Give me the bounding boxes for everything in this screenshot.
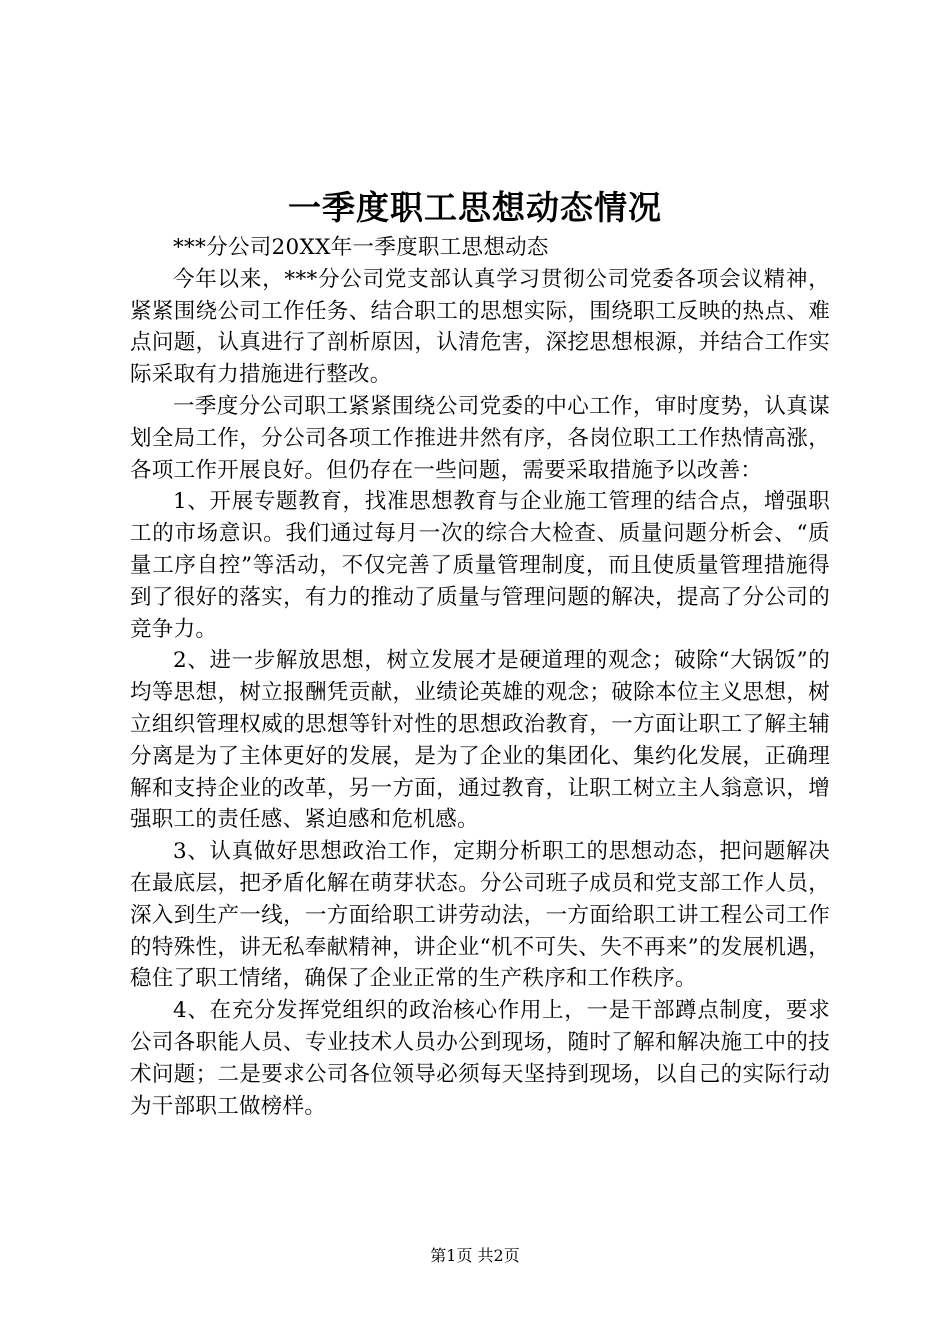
page-footer: 第1页 共2页 — [430, 1246, 520, 1265]
body-paragraph-summary: 一季度分公司职工紧紧围绕公司党委的中心工作，审时度势，认真谋划全局工作，分公司各项工作推进井然有序，各岗位职工工作热情高涨，各项工作开展良好。但仍存在一些问题，需要采取措施予以改善： — [130, 393, 830, 483]
body-paragraph-item-3: 3、认真做好思想政治工作，定期分析职工的思想动态，把问题解决在最底层，把矛盾化解在萌芽状态。分公司班子成员和党支部工作人员，深入到生产一线，一方面给职工讲劳动法，一方面给职工讲工程公司工作的特殊性，讲无私奉献精神，讲企业“机不可失、失不再来”的发展机遇，稳住了职工情绪，确保了企业正常的生产秩序和工作秩序。 — [130, 839, 830, 992]
body-paragraph-item-2: 2、进一步解放思想，树立发展才是硬道理的观念；破除“大锅饭”的均等思想，树立报酬凭贡献，业绩论英雄的观念；破除本位主义思想，树立组织管理权威的思想等针对性的思想政治教育，一方面让职工了解主辅分离是为了主体更好的发展，是为了企业的集团化、集约化发展，正确理解和支持企业的改革，另一方面，通过教育，让职工树立主人翁意识，增强职工的责任感、紧迫感和危机感。 — [130, 648, 830, 833]
body-paragraph-intro: 今年以来，***分公司党支部认真学习贯彻公司党委各项会议精神，紧紧围绕公司工作任务、结合职工的思想实际，围绕职工反映的热点、难点问题，认真进行了剖析原因，认清危害，深挖思想根源，并结合工作实际采取有力措施进行整改。 — [130, 266, 830, 388]
document-title: 一季度职工思想动态情况 — [288, 188, 662, 227]
body-paragraph-item-1: 1、开展专题教育，找准思想教育与企业施工管理的结合点，增强职工的市场意识。我们通过每月一次的综合大检查、质量问题分析会、“质量工序自控”等活动，不仅完善了质量管理制度，而且使质量管理措施得到了很好的落实，有力的推动了质量与管理问题的解决，提高了分公司的竞争力。 — [130, 489, 830, 642]
body-paragraph-item-4: 4、在充分发挥党组织的政治核心作用上，一是干部蹲点制度，要求公司各职能人员、专业技术人员办公到现场，随时了解和解决施工中的技术问题；二是要求公司各位领导必须每天坚持到现场，以自己的实际行动为干部职工做榜样。 — [130, 998, 830, 1119]
body-paragraph-subtitle: ***分公司20XX年一季度职工思想动态 — [173, 235, 549, 260]
document-body — [130, 232, 830, 1122]
